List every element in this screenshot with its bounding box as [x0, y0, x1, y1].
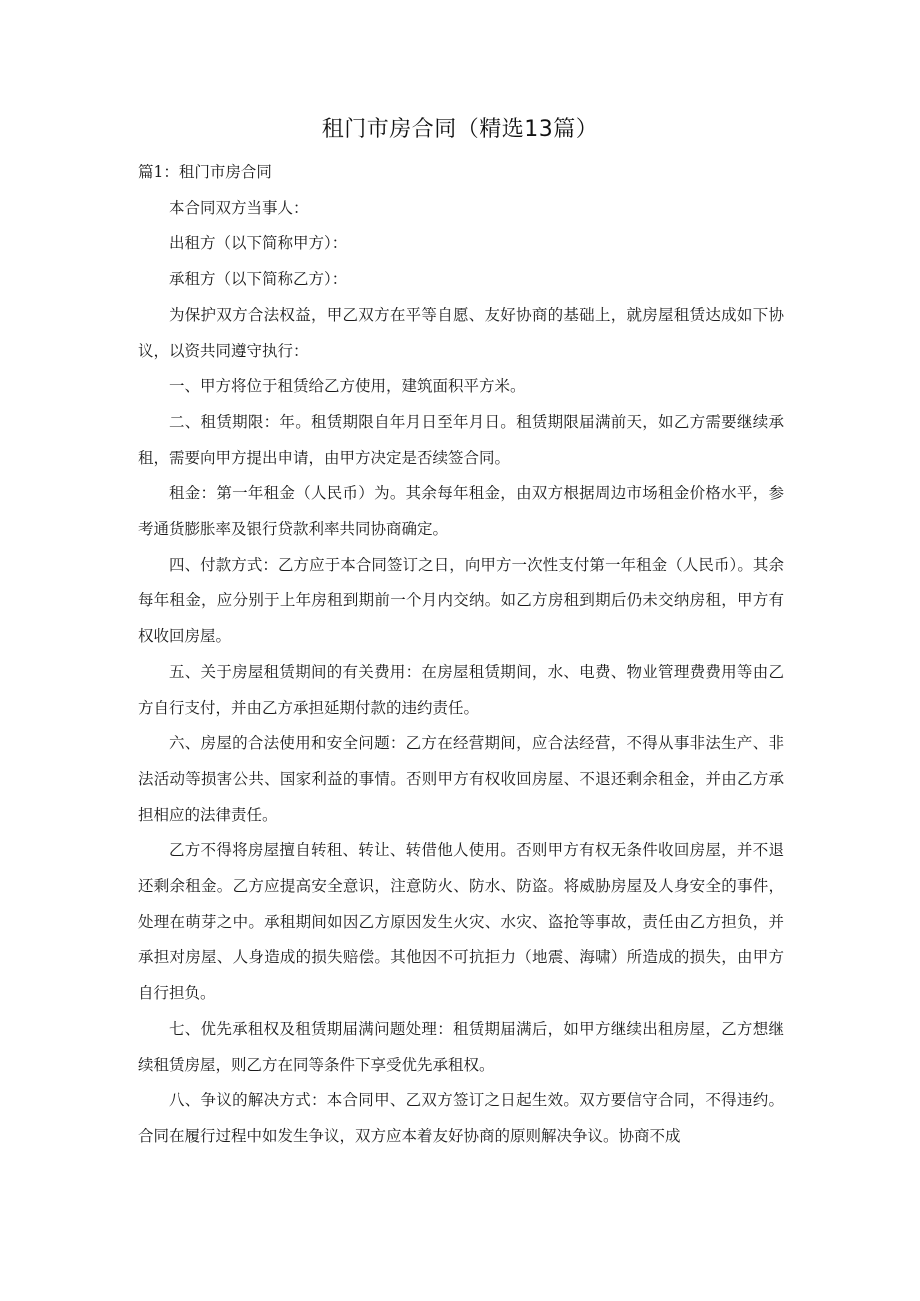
clause-legal-use: 六、房屋的合法使用和安全问题：乙方在经营期间，应合法经营，不得从事非法生产、非法活动等损害公共、国家利益的事情。否则甲方有权收回房屋、不退还剩余租金，并由乙方承担相应的法律责任。: [138, 734, 784, 824]
clause-disputes: 八、争议的解决方式：本合同甲、乙双方签订之日起生效。双方要信守合同，不得违约。合同在履行过程中如发生争议，双方应本着友好协商的原则解决争议。协商不成: [138, 1091, 784, 1145]
chapter-heading: 篇1：租门市房合同: [138, 163, 272, 181]
clause-rent: 租金：第一年租金（人民币）为。其余每年租金，由双方根据周边市场租金价格水平，参考通货膨胀率及银行贷款利率共同协商确定。: [138, 484, 784, 539]
clause-fees: 五、关于房屋租赁期间的有关费用：在房屋租赁期间，水、电费、物业管理费费用等由乙方自行支付，并由乙方承担延期付款的违约责任。: [138, 662, 784, 717]
document-title: 租门市房合同（精选13篇）: [321, 117, 599, 142]
paragraph-parties: 本合同双方当事人：: [169, 198, 309, 217]
paragraph-lessor: 出租方（以下简称甲方）：: [169, 234, 348, 253]
paragraph-preamble: 为保护双方合法权益，甲乙双方在平等自愿、友好协商的基础上，就房屋租赁达成如下协议，以资共同遵守执行：: [138, 305, 784, 360]
clause-premises: 一、甲方将位于租赁给乙方使用，建筑面积平方米。: [169, 377, 526, 396]
clause-payment: 四、付款方式：乙方应于本合同签订之日，向甲方一次性支付第一年租金（人民币）。其余每年租金，应分别于上年房租到期前一个月内交纳。如乙方房租到期后仍未交纳房租，甲方有权收回房屋。: [138, 555, 784, 646]
clause-sublease-safety: 乙方不得将房屋擅自转租、转让、转借他人使用。否则甲方有权无条件收回房屋，并不退还剩余租金。乙方应提高安全意识，注意防火、防水、防盗。将威胁房屋及人身安全的事件，处理在萌芽之中。承租期间如因乙方原因发生火灾、水灾、盗抢等事故，责任由乙方担负，并承担对房屋、人身造成的损失赔偿。其他因不可抗拒力（地震、海啸）所造成的损失，由甲方自行担负。: [138, 841, 784, 1003]
paragraph-lessee: 承租方（以下简称乙方）：: [169, 270, 348, 289]
clause-lease-term: 二、租赁期限：年。租赁期限自年月日至年月日。租赁期限届满前天，如乙方需要继续承租，需要向甲方提出申请，由甲方决定是否续签合同。: [138, 412, 784, 467]
clause-priority-renewal: 七、优先承租权及租赁期届满问题处理：租赁期届满后，如甲方继续出租房屋，乙方想继续租赁房屋，则乙方在同等条件下享受优先承租权。: [138, 1019, 784, 1074]
document-body: [138, 155, 784, 1155]
